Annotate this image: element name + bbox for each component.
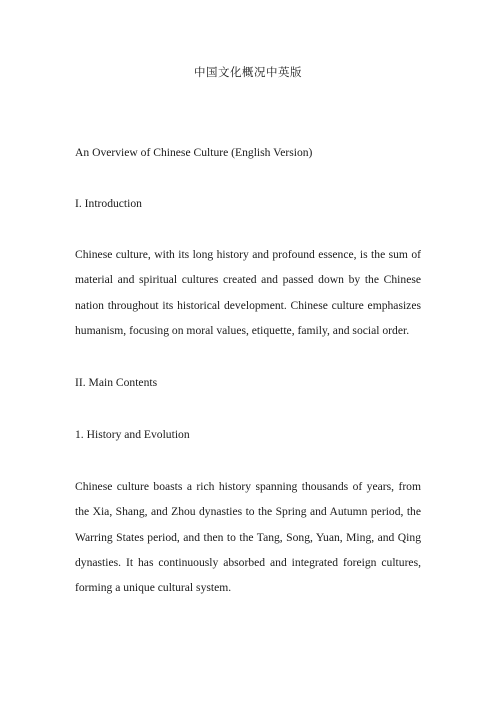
subsection-heading-history: 1. History and Evolution	[75, 428, 190, 441]
document-title-chinese: 中国文化概况中英版	[194, 65, 302, 79]
paragraph-introduction: Chinese culture, with its long history and profound essence, is the sum of material and spiritual cultures created and passed down by the Chinese nation throughout its historical development. Chinese culture emphasizes humanism, focusing on moral values, etiquette, family, and social order.	[75, 248, 421, 337]
document-title-english: An Overview of Chinese Culture (English Version)	[75, 146, 313, 159]
section-heading-main-contents: II. Main Contents	[75, 376, 158, 389]
section-heading-introduction: I. Introduction	[75, 197, 142, 210]
paragraph-history: Chinese culture boasts a rich history spanning thousands of years, from the Xia, Shang, and Zhou dynasties to the Spring and Autumn period, the Warring States period, and then to the Tang, Song, Yuan, Ming, and Qing dynasties. It has continuously absorbed and integrated foreign cultures, forming a unique cultural system.	[75, 480, 421, 595]
